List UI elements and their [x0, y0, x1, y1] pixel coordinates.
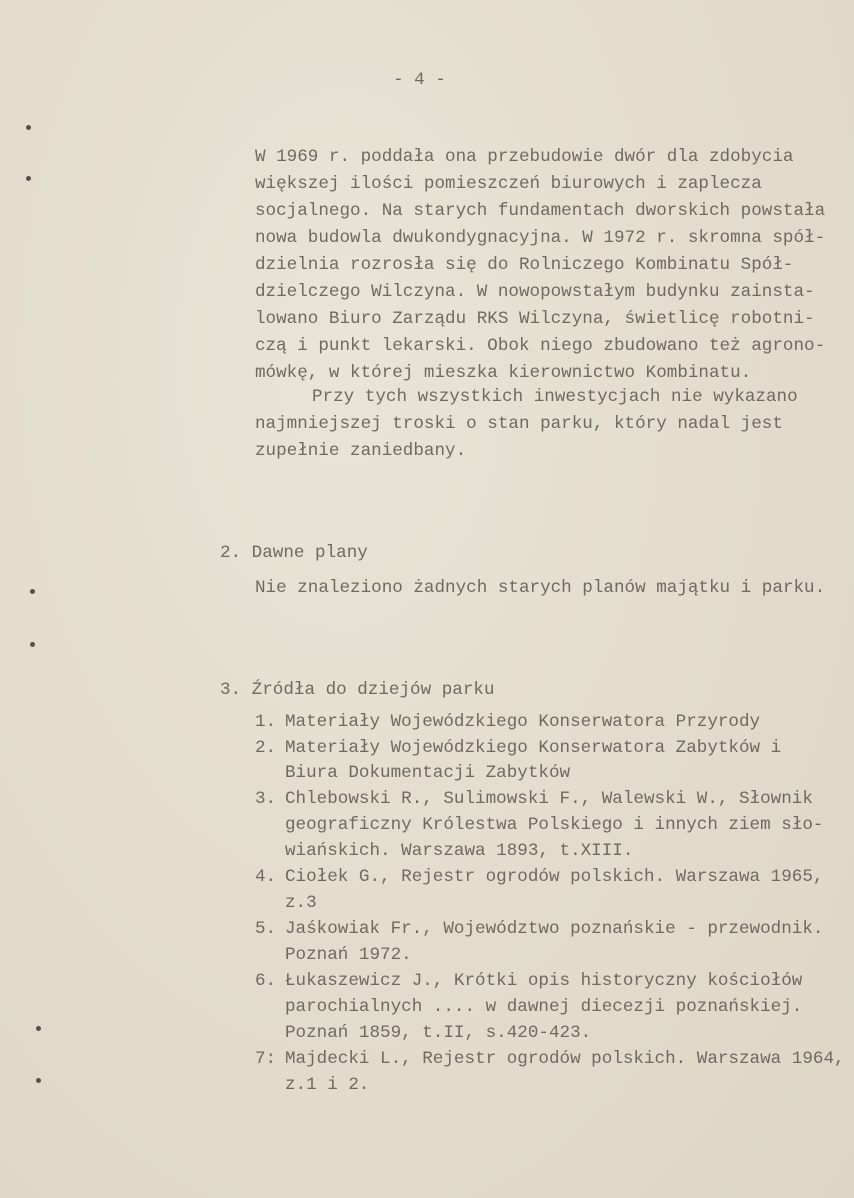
- list-number: 7:: [255, 1049, 277, 1069]
- list-number: 5.: [255, 919, 277, 939]
- binder-hole-mark: [30, 642, 35, 647]
- paragraph-line: Przy tych wszystkich inwestycjach nie wykazano: [312, 387, 798, 407]
- binder-hole-mark: [26, 125, 31, 130]
- paragraph-line: większej ilości pomieszczeń biurowych i zaplecza: [255, 174, 762, 194]
- list-item-line: Łukaszewicz J., Krótki opis historyczny kościołów: [285, 971, 803, 991]
- binder-hole-mark: [36, 1026, 41, 1031]
- list-item-line: Materiały Wojewódzkiego Konserwatora Zabytków i: [285, 738, 782, 758]
- list-item-line: Poznań 1859, t.II, s.420-423.: [285, 1023, 592, 1043]
- binder-hole-mark: [30, 589, 35, 594]
- paragraph-line: W 1969 r. poddała ona przebudowie dwór dla zdobycia: [255, 147, 794, 167]
- list-item-line: Poznań 1972.: [285, 945, 412, 965]
- list-item-line: Chlebowski R., Sulimowski F., Walewski W., Słownik: [285, 789, 813, 809]
- paragraph-line: dzielczego Wilczyna. W nowopowstałym budynku zainsta-: [255, 282, 815, 302]
- list-item-line: z.1 i 2.: [285, 1075, 370, 1095]
- binder-hole-mark: [26, 176, 31, 181]
- section-heading: 3. Źródła do dziejów parku: [220, 680, 495, 700]
- list-number: 1.: [255, 712, 277, 732]
- binder-hole-mark: [36, 1078, 41, 1083]
- list-item-line: wiańskich. Warszawa 1893, t.XIII.: [285, 841, 634, 861]
- paragraph-line: Nie znaleziono żadnych starych planów majątku i parku.: [255, 578, 826, 598]
- list-item-line: Materiały Wojewódzkiego Konserwatora Przyrody: [285, 712, 761, 732]
- list-item-line: Jaśkowiak Fr., Województwo poznańskie - przewodnik.: [285, 919, 824, 939]
- list-number: 2.: [255, 738, 277, 758]
- paragraph-line: zupełnie zaniedbany.: [255, 441, 467, 461]
- list-item-line: Majdecki L., Rejestr ogrodów polskich. Warszawa 1964,: [285, 1049, 845, 1069]
- paragraph-line: socjalnego. Na starych fundamentach dworskich powstała: [255, 201, 826, 221]
- list-item-line: parochialnych .... w dawnej diecezji poznańskiej.: [285, 997, 803, 1017]
- section-heading: 2. Dawne plany: [220, 543, 368, 563]
- paragraph-line: najmniejszej troski o stan parku, który nadal jest: [255, 414, 783, 434]
- page-number: - 4 -: [393, 70, 446, 90]
- paragraph-line: dzielnia rozrosła się do Rolniczego Kombinatu Spół-: [255, 255, 794, 275]
- list-number: 4.: [255, 867, 277, 887]
- list-item-line: z.3: [285, 893, 317, 913]
- list-number: 3.: [255, 789, 277, 809]
- list-item-line: Biura Dokumentacji Zabytków: [285, 763, 571, 783]
- list-item-line: Ciołek G., Rejestr ogrodów polskich. Warszawa 1965,: [285, 867, 824, 887]
- list-number: 6.: [255, 971, 277, 991]
- list-item-line: geograficzny Królestwa Polskiego i innych ziem sło-: [285, 815, 824, 835]
- paragraph-line: mówkę, w której mieszka kierownictwo Kombinatu.: [255, 363, 752, 383]
- paragraph-line: czą i punkt lekarski. Obok niego zbudowano też agrono-: [255, 336, 826, 356]
- paragraph-line: lowano Biuro Zarządu RKS Wilczyna, świetlicę robotni-: [255, 309, 815, 329]
- paragraph-line: nowa budowla dwukondygnacyjna. W 1972 r. skromna spół-: [255, 228, 826, 248]
